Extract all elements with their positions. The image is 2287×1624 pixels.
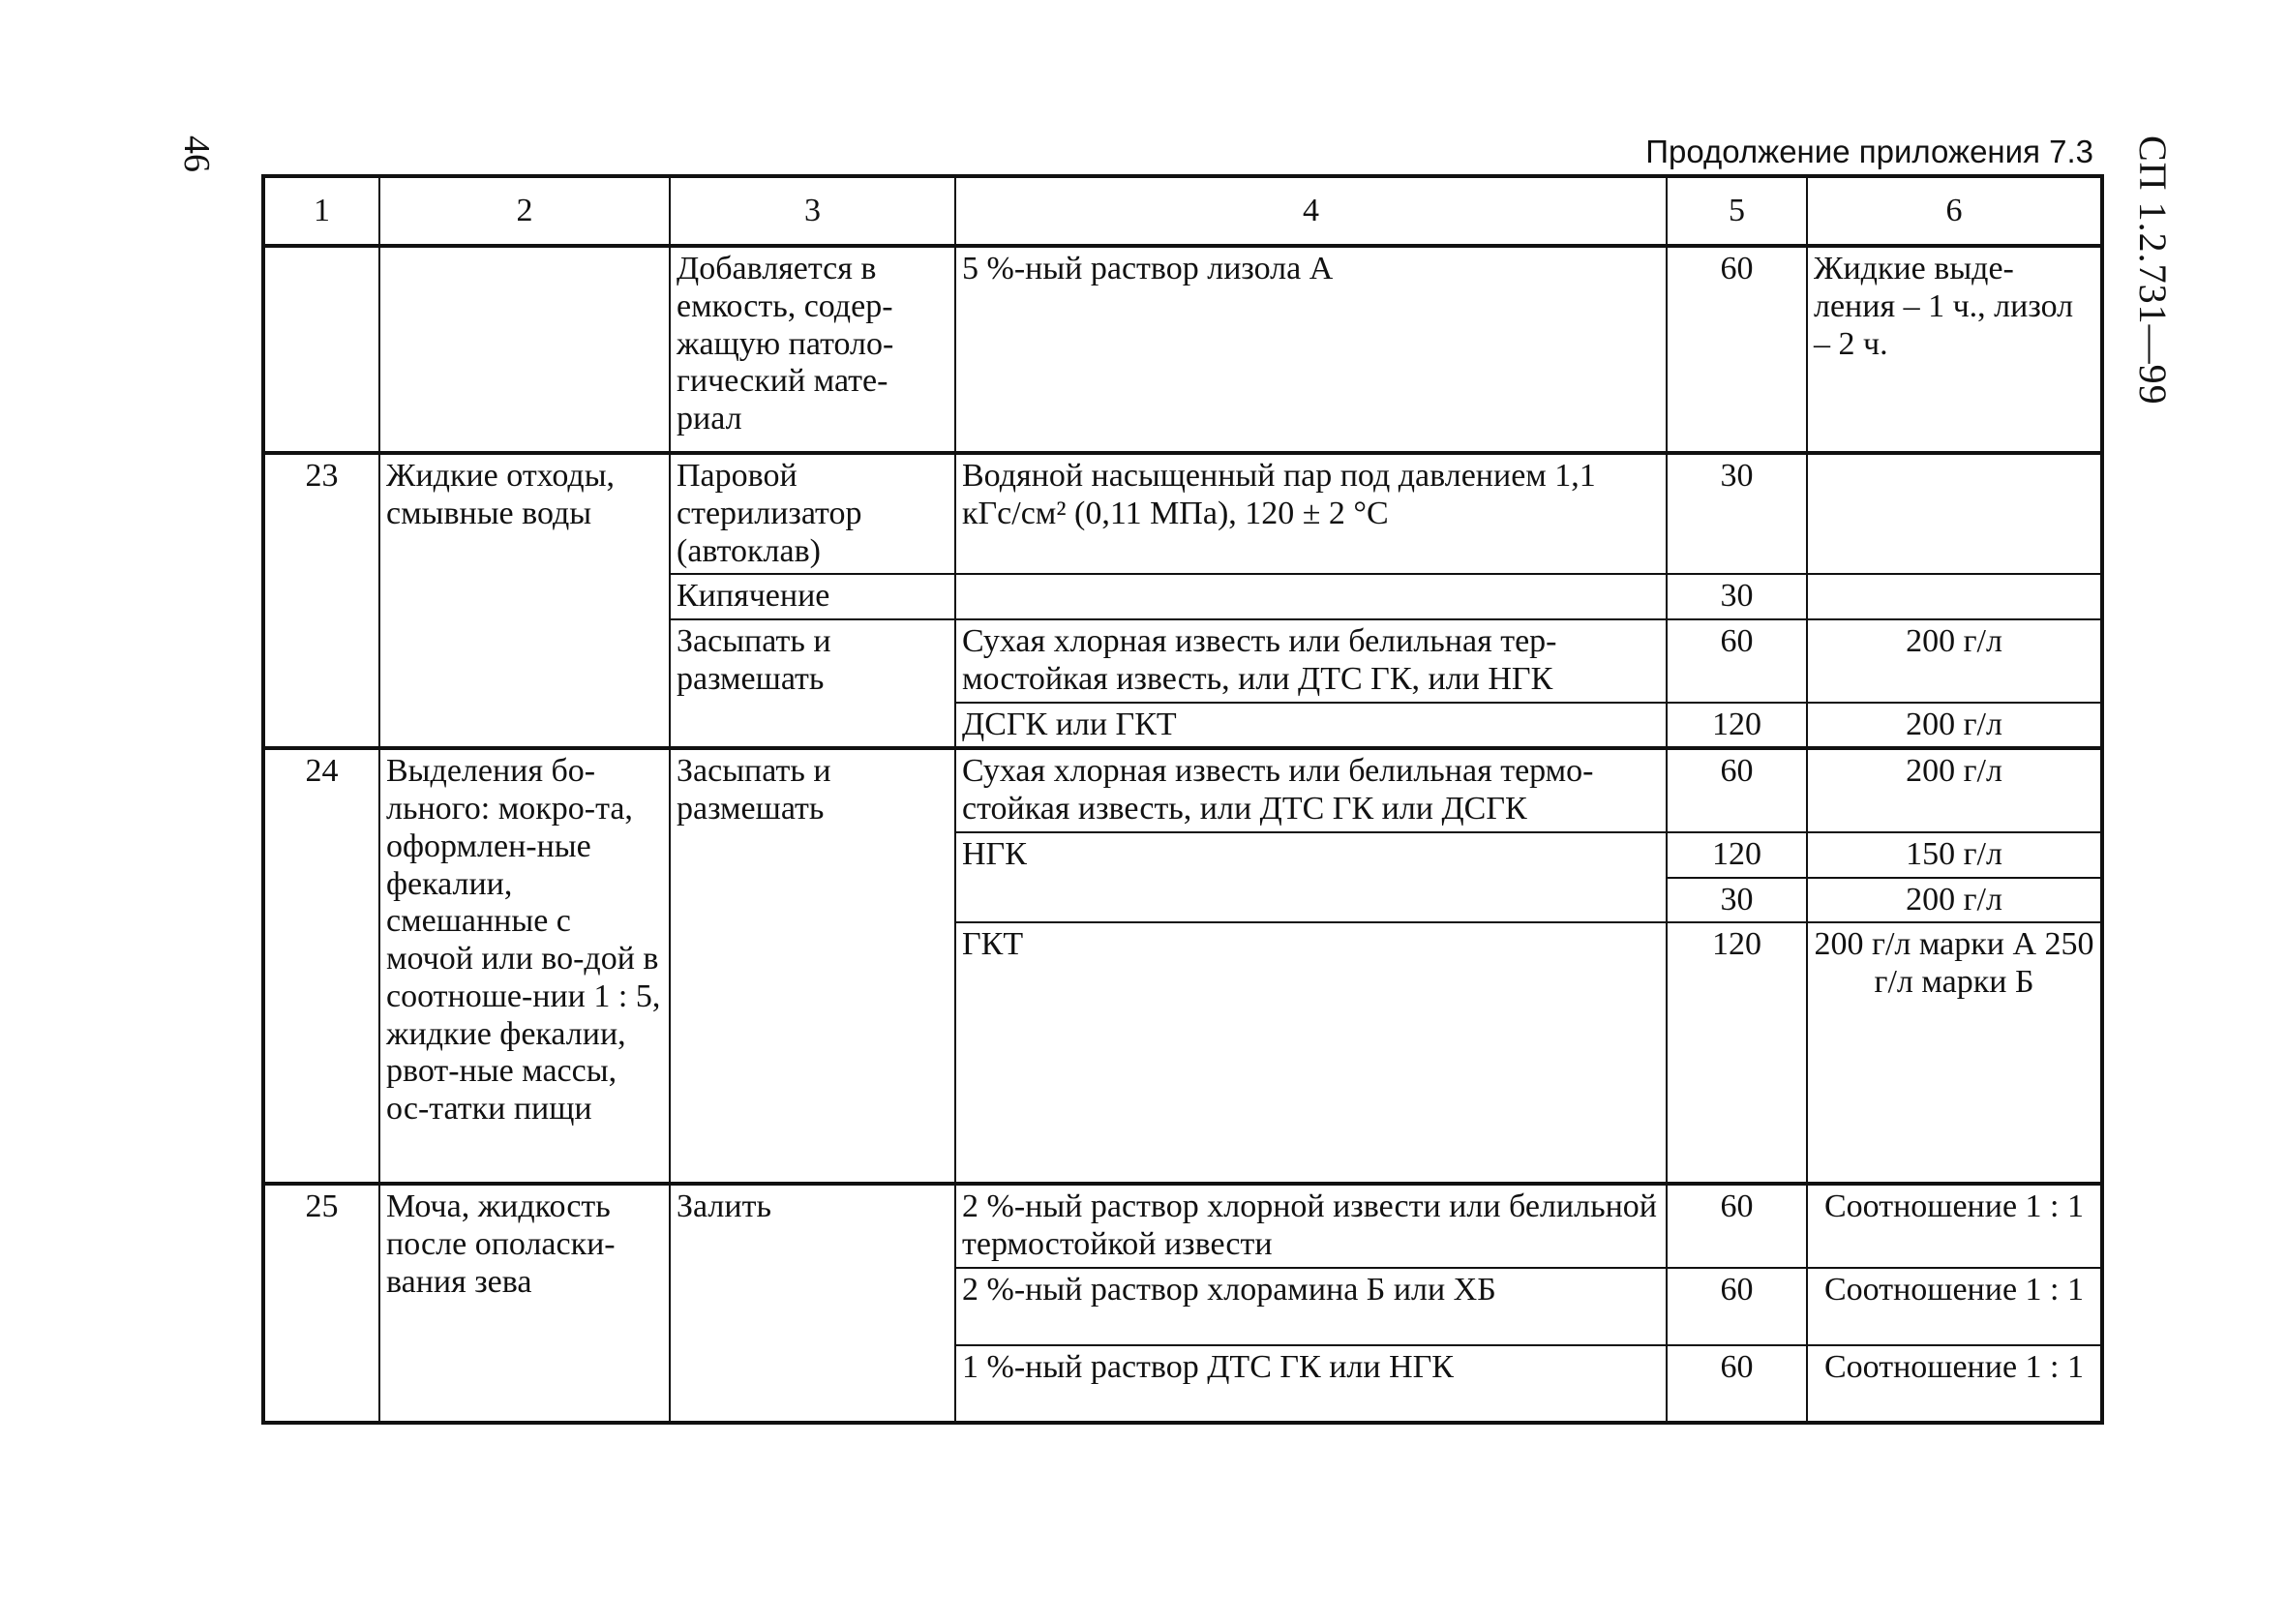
header-cell-6: 6 bbox=[1807, 176, 2102, 246]
note-cell: 200 г/л bbox=[1807, 748, 2102, 832]
object-cell: Моча, жидкость после ополаски-вания зева bbox=[379, 1184, 670, 1423]
continuation-caption: Продолжение приложения 7.3 bbox=[1645, 134, 2093, 169]
time-cell: 30 bbox=[1667, 453, 1807, 574]
time-cell: 60 bbox=[1667, 1268, 1807, 1345]
table-row bbox=[263, 453, 2102, 574]
time-cell: 120 bbox=[1667, 703, 1807, 749]
header-cell-4: 4 bbox=[955, 176, 1667, 246]
row-number-cell: 25 bbox=[263, 1184, 379, 1423]
note-cell: 200 г/л марки А 250 г/л марки Б bbox=[1807, 922, 2102, 1184]
table-row bbox=[263, 748, 2102, 832]
note-cell: Соотношение 1 : 1 bbox=[1807, 1184, 2102, 1268]
agent-cell: НГК bbox=[955, 832, 1667, 923]
row-number-cell: 24 bbox=[263, 748, 379, 1184]
agent-cell: Сухая хлорная известь или белильная термо-стойкая известь, или ДТС ГК или ДСГК bbox=[955, 748, 1667, 832]
time-cell: 120 bbox=[1667, 922, 1807, 1184]
agent-cell: 1 %-ный раствор ДТС ГК или НГК bbox=[955, 1345, 1667, 1423]
method-cell: Залить bbox=[670, 1184, 955, 1423]
method-cell: Кипячение bbox=[670, 574, 955, 619]
note-cell bbox=[1807, 574, 2102, 619]
note-cell: Соотношение 1 : 1 bbox=[1807, 1345, 2102, 1423]
header-cell-5: 5 bbox=[1667, 176, 1807, 246]
time-cell: 120 bbox=[1667, 832, 1807, 878]
note-cell: 200 г/л bbox=[1807, 703, 2102, 749]
object-cell bbox=[379, 246, 670, 453]
table-row bbox=[263, 246, 2102, 453]
document-code: СП 1.2.731—99 bbox=[2131, 135, 2175, 406]
time-cell: 60 bbox=[1667, 1184, 1807, 1268]
agent-cell: Водяной насыщенный пар под давлением 1,1 кГс/см² (0,11 МПа), 120 ± 2 °С bbox=[955, 453, 1667, 574]
time-cell: 60 bbox=[1667, 1345, 1807, 1423]
note-cell: Жидкие выде-ления – 1 ч., лизол – 2 ч. bbox=[1807, 246, 2102, 453]
agent-cell: ДСГК или ГКТ bbox=[955, 703, 1667, 749]
note-cell: 150 г/л bbox=[1807, 832, 2102, 878]
agent-cell: 5 %-ный раствор лизола А bbox=[955, 246, 1667, 453]
time-cell: 60 bbox=[1667, 619, 1807, 703]
object-cell: Жидкие отходы, смывные воды bbox=[379, 453, 670, 748]
agent-cell: 2 %-ный раствор хлорной извести или белильной термостойкой извести bbox=[955, 1184, 1667, 1268]
header-row bbox=[263, 176, 2102, 246]
table-row bbox=[263, 1184, 2102, 1268]
object-cell: Выделения бо-льного: мокро-та, оформлен-ные фекалии, смешанные с мочой или во-дой в соотноше-нии 1 : 5, жидкие фекалии, рвот-ные массы, ос-татки пищи bbox=[379, 748, 670, 1184]
header-cell-1: 1 bbox=[263, 176, 379, 246]
time-cell: 60 bbox=[1667, 246, 1807, 453]
method-cell: Засыпать и размешать bbox=[670, 748, 955, 1184]
time-cell: 60 bbox=[1667, 748, 1807, 832]
method-cell: Добавляется в емкость, содер-жащую патоло-гический мате-риал bbox=[670, 246, 955, 453]
row-number-cell bbox=[263, 246, 379, 453]
page-number: 46 bbox=[176, 135, 217, 172]
method-cell: Засыпать и размешать bbox=[670, 619, 955, 748]
disinfection-table bbox=[261, 174, 2104, 1425]
note-cell: 200 г/л bbox=[1807, 619, 2102, 703]
note-cell: 200 г/л bbox=[1807, 878, 2102, 923]
agent-cell bbox=[955, 574, 1667, 619]
agent-cell: Сухая хлорная известь или белильная тер-мостойкая известь, или ДТС ГК, или НГК bbox=[955, 619, 1667, 703]
method-cell: Паровой стерилизатор (автоклав) bbox=[670, 453, 955, 574]
agent-cell: ГКТ bbox=[955, 922, 1667, 1184]
header-cell-3: 3 bbox=[670, 176, 955, 246]
note-cell bbox=[1807, 453, 2102, 574]
agent-cell: 2 %-ный раствор хлорамина Б или ХБ bbox=[955, 1268, 1667, 1345]
time-cell: 30 bbox=[1667, 574, 1807, 619]
row-number-cell: 23 bbox=[263, 453, 379, 748]
header-cell-2: 2 bbox=[379, 176, 670, 246]
note-cell: Соотношение 1 : 1 bbox=[1807, 1268, 2102, 1345]
time-cell: 30 bbox=[1667, 878, 1807, 923]
